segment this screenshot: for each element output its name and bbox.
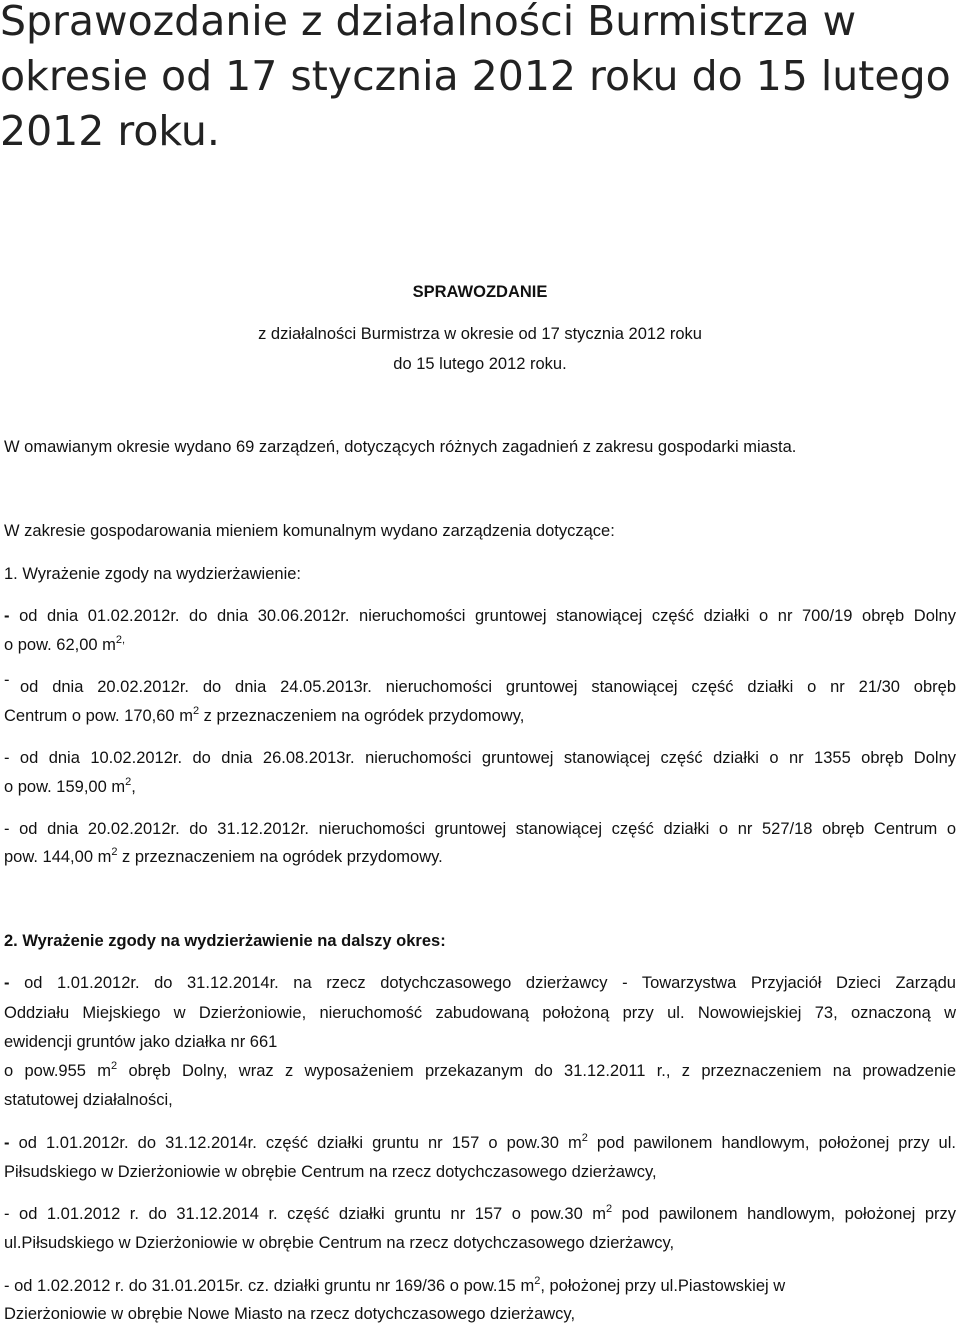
item-text: z przeznaczeniem na ogródek przydomowy, <box>199 707 525 725</box>
list-item-continuation <box>4 706 956 726</box>
section1-heading: 1. Wyrażenie zgody na wydzierżawienie: <box>4 565 301 583</box>
item-text: pod pawilonem handlowym, położonej przy <box>612 1205 956 1223</box>
item-text: od dnia 01.02.2012r. do dnia 30.06.2012r. nieruchomości gruntowej stanowiącej część działki o nr 700/19 obręb Dolny <box>19 607 956 625</box>
report-heading: SPRAWOZDANIE <box>412 283 548 301</box>
superscript: 2 <box>534 1275 541 1287</box>
list-item: - od dnia 10.02.2012r. do dnia 26.08.2013r. nieruchomości gruntowej stanowiącej część działki o nr 1355 obręb Dolny <box>4 749 956 767</box>
paragraph-line: ewidencji gruntów jako działka nr 661 <box>4 1033 278 1051</box>
report-subtitle-line2: do 15 lutego 2012 roku. <box>393 355 567 373</box>
paragraph-line <box>4 1276 956 1296</box>
superscript: 2 <box>125 776 132 788</box>
item-dash: - <box>4 671 10 689</box>
paragraph-line: statutowej działalności, <box>4 1091 173 1109</box>
paragraph-line: ul.Piłsudskiego w Dzierżoniowie w obrębie Centrum na rzecz dotychczasowego dzierżawcy, <box>4 1234 675 1252</box>
item-text: Centrum o pow. 170,60 m <box>4 707 193 725</box>
superscript: 2 <box>111 1060 118 1072</box>
list-item-continuation <box>4 777 956 797</box>
superscript: 2, <box>115 634 126 646</box>
list-item <box>4 671 956 697</box>
superscript: 2 <box>606 1203 613 1215</box>
list-item-continuation <box>4 635 956 655</box>
item-text: od 1.01.2012r. do 31.12.2014r. część działki gruntu nr 157 o pow.30 m <box>18 1134 582 1152</box>
paragraph-line: Piłsudskiego w Dzierżoniowie w obrębie Centrum na rzecz dotychczasowego dzierżawcy, <box>4 1163 657 1181</box>
item-text: obręb Dolny, wraz z wyposażeniem przekazanym do 31.12.2011 r., z przeznaczeniem na prowadzenie <box>117 1062 957 1080</box>
item-text: - od 1.01.2012 r. do 31.12.2014 r. część działki gruntu nr 157 o pow.30 m <box>4 1205 607 1223</box>
superscript: 2 <box>581 1132 588 1144</box>
report-subtitle-line1: z działalności Burmistrza w okresie od 17 stycznia 2012 roku <box>258 325 702 343</box>
section-intro: W zakresie gospodarowania mieniem komunalnym wydano zarządzenia dotyczące: <box>4 522 615 540</box>
paragraph-line <box>4 1133 956 1153</box>
item-text: pod pawilonem handlowym, położonej przy ul. <box>587 1134 956 1152</box>
item-dash: - <box>4 974 25 992</box>
item-text: , położonej przy ul.Piastowskiej w <box>540 1277 786 1295</box>
section2-heading: 2. Wyrażenie zgody na wydzierżawienie na dalszy okres: <box>4 932 446 950</box>
item-dash: - <box>4 607 20 625</box>
item-text: z przeznaczeniem na ogródek przydomowy. <box>117 848 443 866</box>
paragraph-line: Dzierżoniowie w obrębie Nowe Miasto na rzecz dotychczasowego dzierżawcy, <box>4 1305 576 1323</box>
page-title: Sprawozdanie z działalności Burmistrza w okresie od 17 stycznia 2012 roku do 15 lutego 2012 roku. <box>0 0 951 155</box>
item-text: od 1.01.2012r. do 31.12.2014r. na rzecz dotychczasowego dzierżawcy - Towarzystwa Przyjaciół Dzieci Zarządu <box>24 974 956 992</box>
item-text: o pow. 159,00 m <box>4 778 126 796</box>
item-text: o pow. 62,00 m <box>4 636 116 654</box>
superscript: 2 <box>111 846 118 858</box>
superscript: 2 <box>192 705 200 717</box>
item-text: - od 1.02.2012 r. do 31.01.2015r. cz. działki gruntu nr 169/36 o pow.15 m <box>4 1277 535 1295</box>
paragraph-line <box>4 1061 956 1081</box>
item-text: , <box>131 778 136 796</box>
intro-paragraph: W omawianym okresie wydano 69 zarządzeń, dotyczących różnych zagadnień z zakresu gospodarki miasta. <box>4 438 797 456</box>
item-text: pow. 144,00 m <box>4 848 112 866</box>
item-text: o pow.955 m <box>4 1062 112 1080</box>
item-dash: - <box>4 1134 19 1152</box>
paragraph-line <box>4 1204 956 1224</box>
list-item: - od dnia 20.02.2012r. do 31.12.2012r. nieruchomości gruntowej stanowiącej część działki o nr 527/18 obręb Centrum o <box>4 820 956 838</box>
list-item <box>4 606 956 626</box>
item-text: od dnia 20.02.2012r. do dnia 24.05.2013r. nieruchomości gruntowej stanowiącej część działki o nr 21/30 obręb <box>20 678 956 696</box>
paragraph-line <box>4 973 956 993</box>
list-item-continuation <box>4 847 956 867</box>
paragraph-line: Oddziału Miejskiego w Dzierżoniowie, nieruchomość zabudowaną położoną przy ul. Nowowiejskiej 73, oznaczoną w <box>4 1004 956 1022</box>
